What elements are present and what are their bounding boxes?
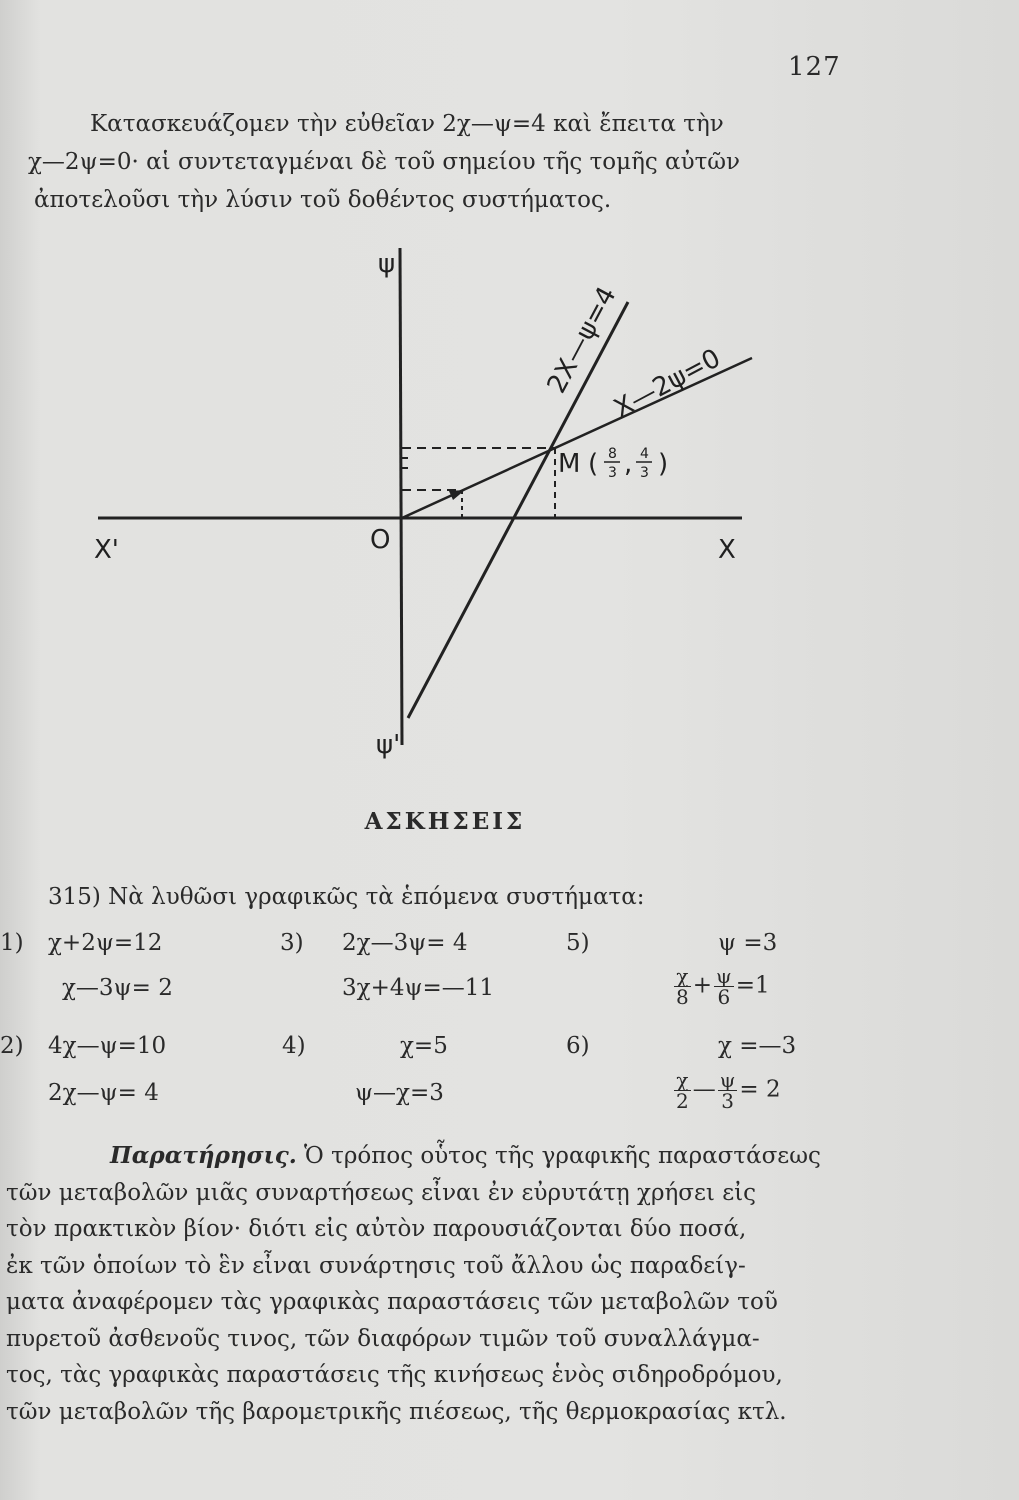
equation: χ+2ψ=12 (48, 930, 163, 956)
fraction: $\frac{\chi}{2}$ (676, 1068, 689, 1113)
equation: ψ—χ=3 (355, 1080, 444, 1106)
line-label-x-2y: Χ—2ψ=0 (609, 343, 726, 425)
intro-line: ἀποτελοῦσι τὴν λύσιν τοῦ δοθέντος συστήματος. (34, 187, 612, 213)
x-axis-negative-label: Χ' (94, 535, 119, 565)
svg-text:8: 8 (608, 446, 617, 462)
system-number: 4) (282, 1033, 306, 1059)
equation: 4χ—ψ=10 (48, 1033, 167, 1059)
fraction-equation: $\frac{\chi}{8}$ + $\frac{\psi}{6}$ =1 (676, 964, 770, 1009)
equation: 2χ—3ψ= 4 (342, 930, 468, 956)
system-number: 1) (0, 930, 24, 956)
x-axis-label: Χ (718, 535, 736, 565)
system-number: 2) (0, 1033, 24, 1059)
line-2x-y-4 (408, 302, 628, 718)
equation: 2χ—ψ= 4 (48, 1080, 159, 1106)
note-line: ματα ἀναφέρομεν τὰς γραφικὰς παραστάσεις τῶν μεταβολῶν τοῦ (6, 1289, 778, 1315)
exercises-title: ΑΣΚΗΣΕΙΣ (364, 808, 526, 835)
point-m-label (558, 446, 668, 481)
note-line: ἐκ τῶν ὁποίων τὸ ἓν εἶναι συνάρτησις τοῦ ἄλλου ὡς παραδείγ- (6, 1252, 746, 1279)
equation: χ =—3 (718, 1033, 797, 1059)
remark-paragraph (6, 1138, 846, 1430)
svg-text:): ) (658, 449, 669, 479)
system-number: 5) (566, 930, 590, 956)
exercise-315-lead: 315) Νὰ λυθῶσι γραφικῶς τὰ ἑπόμενα συστήματα: (48, 884, 645, 910)
fraction: $\frac{\psi}{6}$ (716, 964, 732, 1009)
note-line: τῶν μεταβολῶν τῆς βαρομετρικῆς πιέσεως, τῆς θερμοκρασίας κτλ. (6, 1398, 787, 1425)
origin-label: Ο (370, 525, 391, 555)
svg-text:,: , (624, 449, 633, 479)
y-axis (400, 248, 402, 745)
page-number: 127 (788, 52, 841, 82)
intro-paragraph (28, 105, 858, 219)
fraction: $\frac{\chi}{8}$ (676, 964, 689, 1009)
equation: ψ =3 (718, 930, 778, 956)
svg-text:Μ: Μ (558, 449, 581, 479)
svg-text:4: 4 (640, 446, 649, 462)
svg-text:(: ( (588, 449, 599, 479)
graph-figure (80, 240, 800, 780)
equation: χ=5 (400, 1033, 448, 1059)
equation: 3χ+4ψ=—11 (342, 975, 495, 1001)
fraction: $\frac{\psi}{3}$ (719, 1068, 736, 1113)
line-label-2x-y: 2Χ—ψ=4 (541, 281, 623, 399)
remark-heading: Παρατήρησις. (110, 1142, 297, 1169)
note-line: πυρετοῦ ἀσθενοῦς τινος, τῶν διαφόρων τιμῶν τοῦ συναλλάγμα- (6, 1325, 760, 1352)
fraction-equation: $\frac{\chi}{2}$ — $\frac{\psi}{3}$ = 2 (676, 1068, 781, 1113)
note-line: Παρατήρησις. Ὁ τρόπος οὗτος τῆς γραφικῆς παραστάσεως (110, 1142, 821, 1169)
y-axis-label: ψ (378, 249, 396, 279)
note-line: τὸν πρακτικὸν βίον· διότι εἰς αὐτὸν παρουσιάζονται δύο ποσά, (6, 1216, 747, 1242)
note-line: τῶν μεταβολῶν μιᾶς συναρτήσεως εἶναι ἐν εὐρυτάτῃ χρήσει εἰς (6, 1179, 757, 1206)
system-number: 6) (566, 1033, 590, 1059)
equation: χ—3ψ= 2 (62, 975, 173, 1001)
svg-text:3: 3 (640, 465, 649, 481)
intro-line: Κατασκευάζομεν τὴν εὐθεῖαν 2χ—ψ=4 καὶ ἔπειτα τὴν (90, 111, 724, 137)
note-line: τος, τὰς γραφικὰς παραστάσεις τῆς κινήσεως ἑνὸς σιδηροδρόμου, (6, 1362, 783, 1388)
svg-text:3: 3 (608, 465, 617, 481)
y-axis-negative-label: ψ' (376, 730, 401, 760)
system-number: 3) (280, 930, 304, 956)
intro-line: χ—2ψ=0· αἱ συντεταγμέναι δὲ τοῦ σημείου τῆς τομῆς αὐτῶν (28, 149, 741, 175)
